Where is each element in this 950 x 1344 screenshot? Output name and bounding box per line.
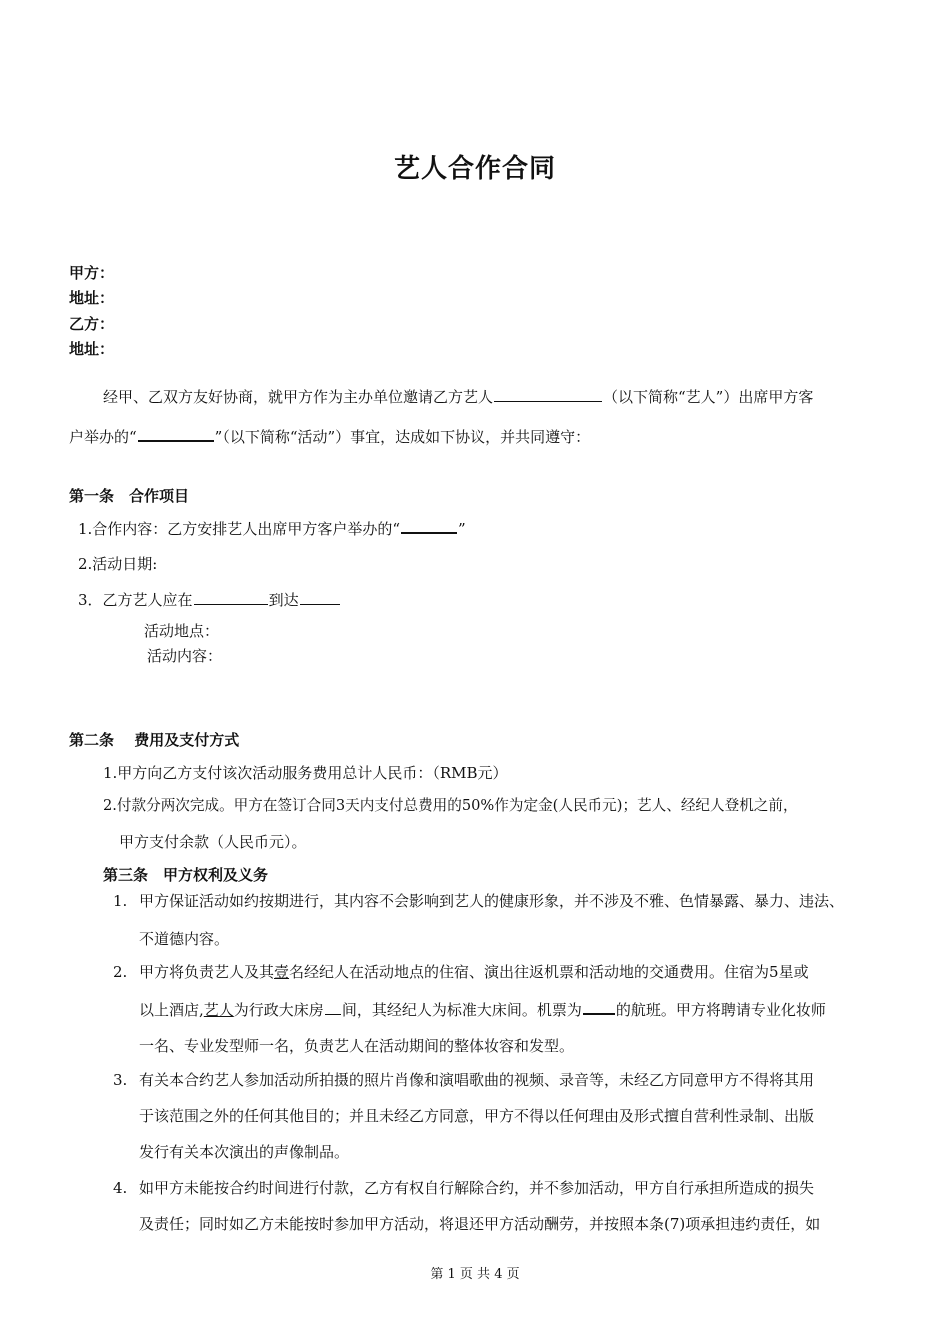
item-text: 到达 bbox=[268, 591, 299, 609]
document-title: 艺人合作合同 bbox=[393, 154, 556, 184]
item-text: 间，其经纪人为标准大床间。机票为 bbox=[341, 1001, 582, 1019]
arrival-time-blank bbox=[194, 589, 268, 605]
item-text: 1.合作内容：乙方安排艺人出席甲方客户举办的“ bbox=[78, 520, 400, 538]
item-text: 甲方将负责艺人及其 bbox=[139, 963, 275, 981]
item-text: 为行政大床房 bbox=[233, 1001, 324, 1019]
arrival-place-blank bbox=[300, 589, 340, 605]
item-number: 2. bbox=[113, 963, 128, 981]
article-3-item-2-line-3: 一名、专业发型师一名，负责艺人在活动期间的整体妆容和发型。 bbox=[139, 1037, 575, 1055]
item-text: 以上酒店, bbox=[139, 1001, 204, 1019]
event-name-blank bbox=[401, 517, 457, 534]
article-3-item-3-line-2: 于该范围之外的任何其他目的；并且未经乙方同意，甲方不得以任何理由及形式擅自营利性录制、出版 bbox=[139, 1107, 815, 1125]
party-a-label: 甲方： bbox=[69, 264, 115, 282]
article-3-item-2-line-2 bbox=[139, 998, 826, 1020]
article-1-item-3 bbox=[78, 589, 341, 610]
article-1-item-1 bbox=[78, 517, 466, 539]
underlined-text: 艺人 bbox=[203, 1001, 234, 1019]
article-3-item-2 bbox=[113, 962, 809, 982]
item-number: 4. bbox=[113, 1179, 128, 1197]
article-1-item-2: 2.活动日期: bbox=[78, 555, 158, 573]
item-text: 有关本合约艺人参加活动所拍摄的照片肖像和演唱歌曲的视频、录音等，未经乙方同意甲方不得将其用 bbox=[139, 1071, 815, 1089]
flight-class-blank bbox=[583, 998, 615, 1015]
intro-text: 户举办的“ bbox=[69, 428, 137, 446]
event-name-blank bbox=[138, 425, 214, 442]
article-3-item-3-line-3: 发行有关本次演出的声像制品。 bbox=[139, 1143, 350, 1161]
article-2-item-2-line-1: 2.付款分两次完成。甲方在签订合同3天内支付总费用的50%作为定金(人民币元)；艺人、经纪人登机之前， bbox=[103, 797, 798, 814]
intro-line-1 bbox=[103, 386, 813, 407]
article-2-item-2-line-2: 甲方支付余款（人民币元）。 bbox=[119, 833, 307, 851]
article-2-item-1: 1.甲方向乙方支付该次活动服务费用总计人民币：（RMB元） bbox=[103, 764, 508, 782]
item-text: 乙方艺人应在 bbox=[102, 591, 193, 609]
item-text: 的航班。甲方将聘请专业化妆师 bbox=[615, 1001, 826, 1019]
intro-text: 经甲、乙双方友好协商，就甲方作为主办单位邀请乙方艺人 bbox=[103, 388, 494, 406]
item-number: 1. bbox=[113, 892, 128, 910]
article-3-item-4-line-2: 及责任；同时如乙方未能按时参加甲方活动，将退还甲方活动酬劳，并按照本条(7)项承担违约责任，如 bbox=[139, 1215, 821, 1233]
intro-text: ”（以下简称“活动”）事宜，达成如下协议，并共同遵守： bbox=[214, 428, 591, 446]
page-number-footer: 第 1 页 共 4 页 bbox=[430, 1267, 520, 1282]
article-3-item-1-line-2: 不道德内容。 bbox=[139, 930, 230, 948]
article-3-item-3 bbox=[113, 1070, 814, 1090]
underlined-text: 壹 bbox=[274, 963, 290, 981]
article-3-item-4 bbox=[113, 1178, 814, 1198]
party-b-label: 乙方： bbox=[69, 315, 115, 333]
room-count-blank bbox=[325, 999, 341, 1015]
address-a-label: 地址： bbox=[69, 289, 115, 307]
article-2-heading: 第二条 费用及支付方式 bbox=[69, 731, 240, 749]
article-3-heading: 第三条 甲方权利及义务 bbox=[103, 866, 269, 884]
item-text: 甲方保证活动如约按期进行，其内容不会影响到艺人的健康形象，并不涉及不雅、色情暴露、暴力、违法、 bbox=[139, 892, 845, 910]
item-number: 3. bbox=[113, 1071, 128, 1089]
event-location-label: 活动地点： bbox=[144, 622, 220, 640]
artist-name-blank bbox=[494, 386, 602, 402]
intro-text: （以下简称“艺人”）出席甲方客 bbox=[603, 388, 814, 406]
item-text: ” bbox=[457, 520, 466, 538]
article-1-heading: 第一条 合作项目 bbox=[69, 487, 190, 505]
item-text: 名经纪人在活动地点的住宿、演出往返机票和活动地的交通费用。住宿为5星或 bbox=[289, 963, 809, 981]
address-b-label: 地址： bbox=[69, 340, 115, 358]
event-content-label: 活动内容： bbox=[147, 647, 223, 665]
item-number: 3． bbox=[78, 591, 103, 609]
intro-line-2 bbox=[69, 425, 590, 447]
article-3-item-1 bbox=[113, 891, 844, 911]
item-text: 如甲方未能按合约时间进行付款，乙方有权自行解除合约，并不参加活动，甲方自行承担所造成的损失 bbox=[139, 1179, 815, 1197]
